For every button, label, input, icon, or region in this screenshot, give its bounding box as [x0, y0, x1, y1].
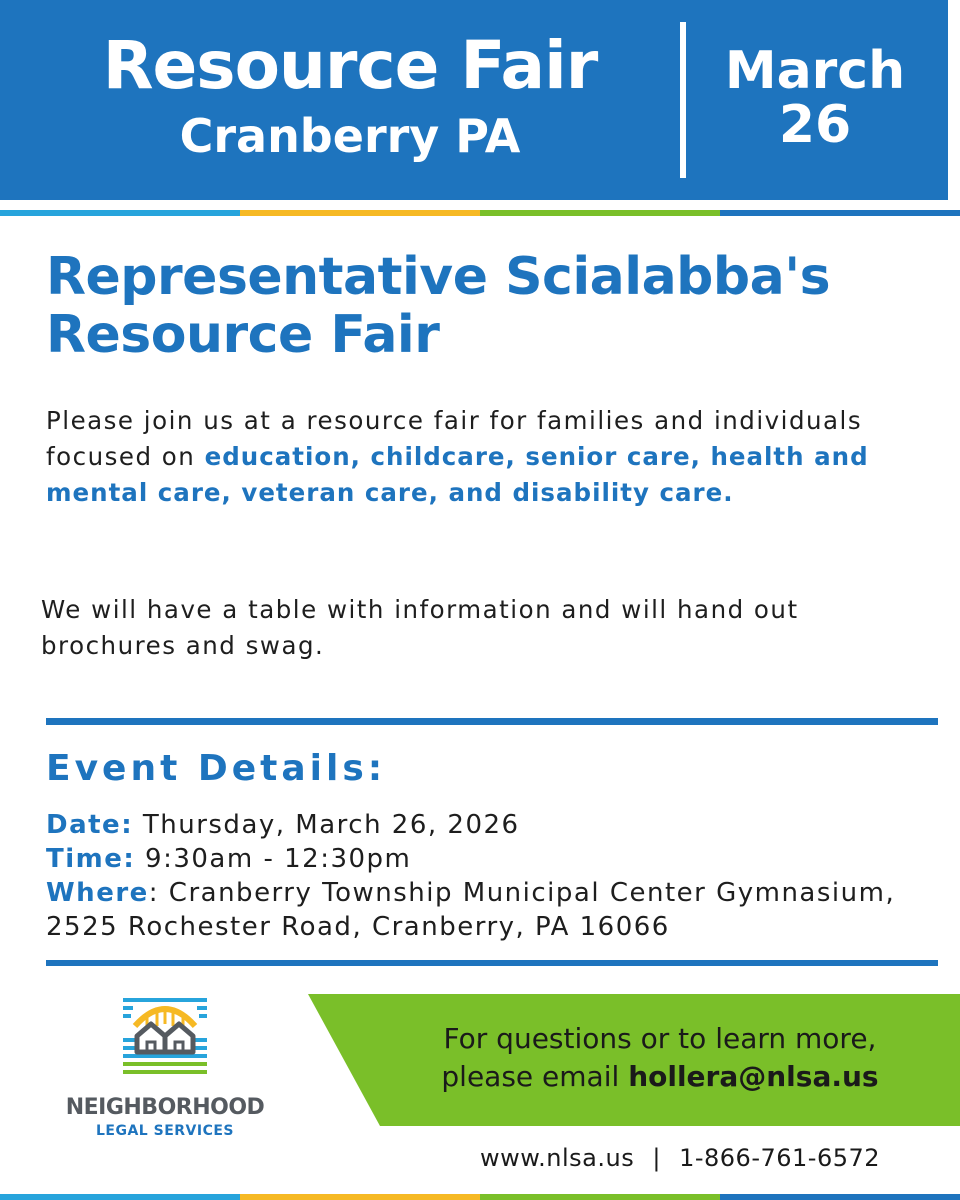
contact-text [380, 1020, 940, 1096]
stripe-segment-green [480, 1194, 720, 1200]
contact-line2 [380, 1058, 940, 1096]
contact-email-link[interactable]: hollera@nlsa.us [628, 1060, 879, 1093]
date-label: Date: [46, 810, 134, 840]
header-date [700, 41, 930, 155]
stripe-segment-green [480, 210, 720, 216]
time-row [46, 842, 946, 876]
main-title [46, 248, 936, 364]
phone-number[interactable]: 1-866-761-6572 [679, 1144, 881, 1172]
header-title: Resource Fair [102, 27, 598, 104]
intro-paragraph [46, 403, 926, 511]
stripe-segment-blue [0, 1194, 240, 1200]
logo-subtitle: LEGAL SERVICES [96, 1123, 234, 1139]
main-title-line1: Representative Scialabba's [46, 247, 831, 307]
where-label: Where [46, 878, 149, 908]
intro-text: Please join us at a resource fair for families and individuals focused on [46, 406, 863, 471]
houses-bridge-icon [40, 990, 290, 1090]
header-date-day: 26 [778, 95, 852, 155]
header-banner [0, 0, 948, 200]
stripe-segment-dark-blue [720, 1194, 960, 1200]
stripe-segment-blue [0, 210, 240, 216]
where-value: : Cranberry Township Municipal Center Gymnasium, 2525 Rochester Road, Cranberry, PA 16066 [46, 878, 896, 942]
stripe-segment-yellow [240, 210, 480, 216]
second-paragraph: We will have a table with information and will hand out brochures and swag. [41, 595, 799, 660]
stripe-segment-yellow [240, 1194, 480, 1200]
main-title-line2: Resource Fair [46, 305, 440, 365]
date-value: Thursday, March 26, 2026 [142, 810, 520, 840]
date-row [46, 808, 946, 842]
footer-separator: | [652, 1144, 661, 1172]
intro-highlight: education, childcare, senior care, health and mental care, veteran care, and disability care. [46, 442, 869, 507]
event-details [46, 808, 946, 944]
stripe-segment-dark-blue [720, 210, 960, 216]
top-color-stripe [0, 210, 960, 216]
header-date-month: March [724, 41, 906, 101]
section-divider-bottom [46, 960, 938, 966]
contact-line2-prefix: please email [441, 1060, 629, 1093]
time-value: 9:30am - 12:30pm [145, 844, 412, 874]
bottom-color-stripe [0, 1194, 960, 1200]
website-link[interactable]: www.nlsa.us [479, 1144, 635, 1172]
section-divider [46, 718, 938, 725]
header-divider [680, 22, 686, 178]
event-details-heading: Event Details: [46, 748, 387, 789]
contact-line1: For questions or to learn more, [443, 1022, 877, 1055]
logo-name: NEIGHBORHOOD [65, 1095, 265, 1120]
time-label: Time: [46, 844, 136, 874]
where-row [46, 876, 946, 944]
header-subtitle: Cranberry PA [179, 109, 521, 163]
footer-contact [430, 1140, 930, 1176]
